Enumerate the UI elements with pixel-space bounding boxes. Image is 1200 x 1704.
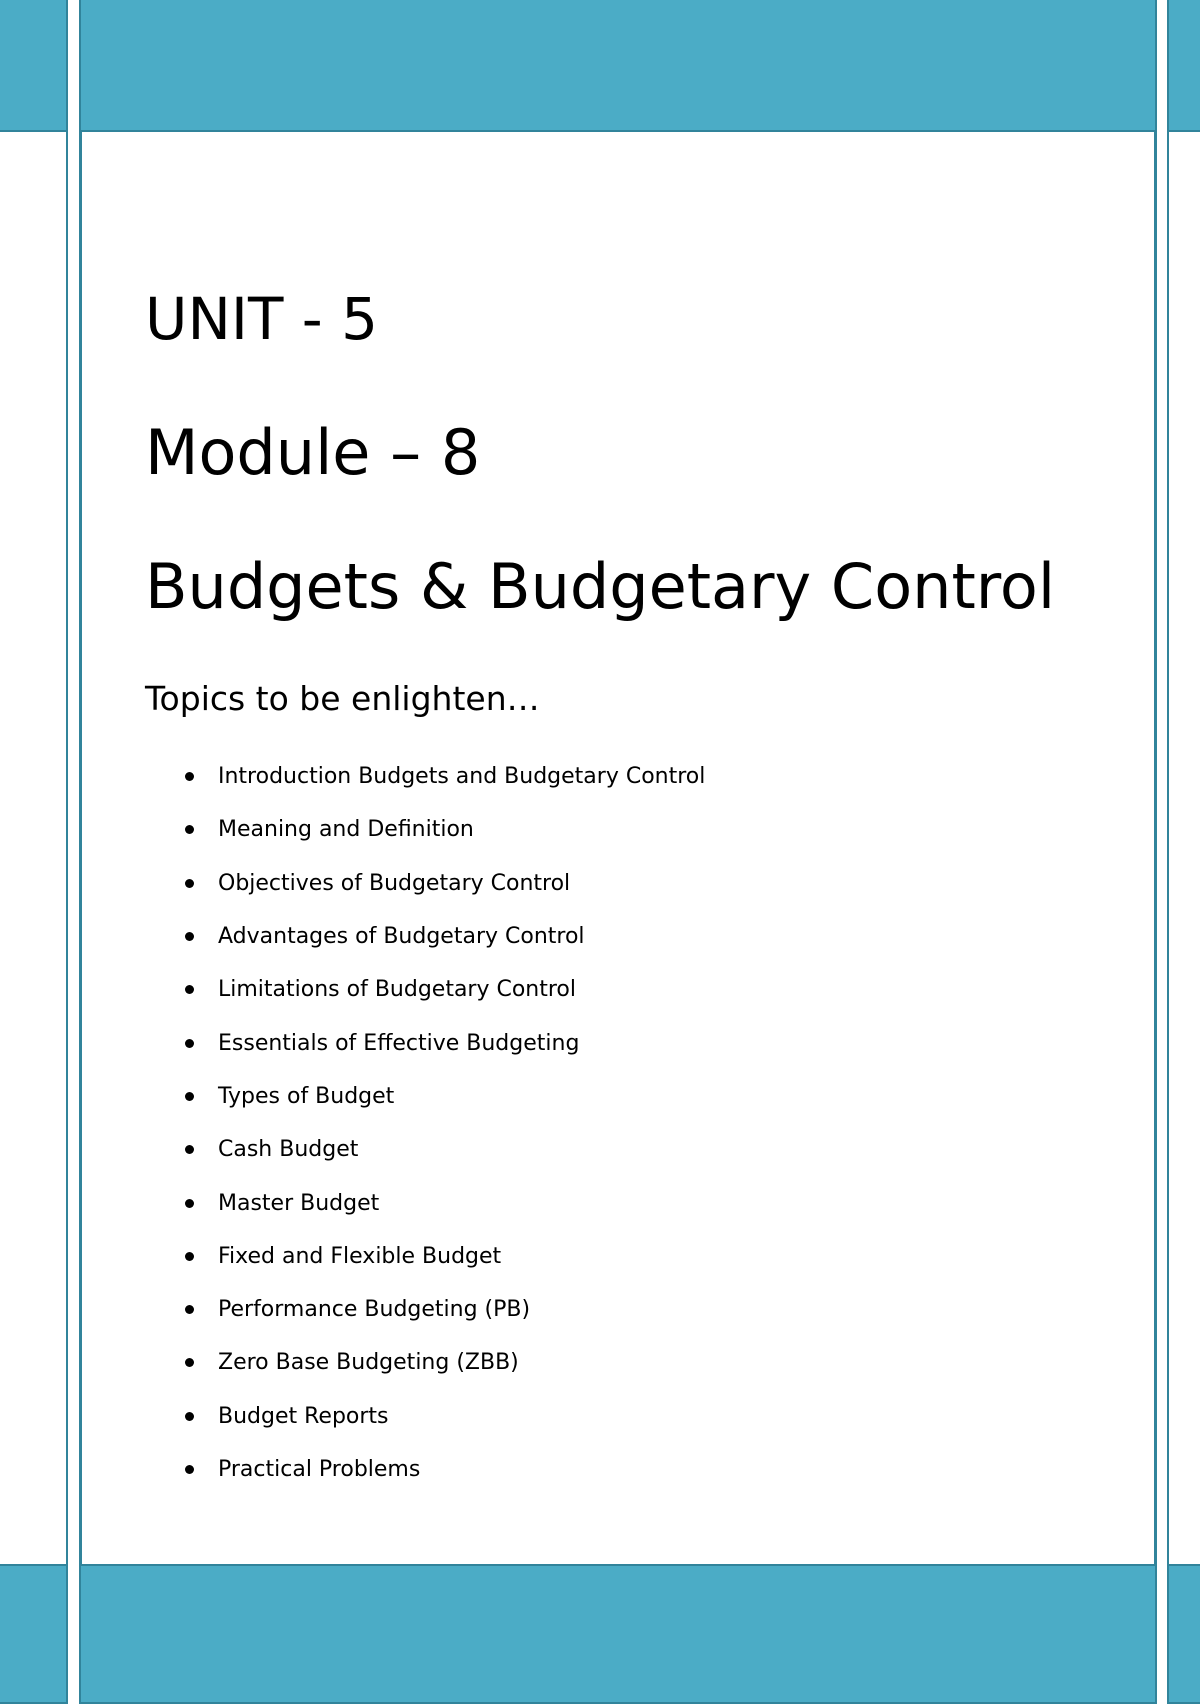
bullet-icon: [185, 825, 194, 834]
left-page-top-band: [0, 0, 68, 132]
bullet-icon: [185, 1145, 194, 1154]
list-item: [185, 1016, 705, 1069]
page-right-border: [1154, 0, 1157, 1696]
bullet-icon: [185, 1252, 194, 1261]
topic-label: Budget Reports: [218, 1403, 389, 1429]
header-band: [79, 0, 1157, 132]
right-page-edge: [1167, 0, 1169, 1696]
topic-label: Essentials of Effective Budgeting: [218, 1030, 580, 1056]
page-title: Budgets & Budgetary Control: [145, 550, 1056, 623]
list-item: [185, 963, 705, 1016]
unit-title: UNIT - 5: [145, 285, 379, 353]
topic-label: Advantages of Budgetary Control: [218, 924, 585, 950]
list-item: [185, 750, 705, 803]
right-page-top-band: [1167, 0, 1200, 132]
topic-label: Master Budget: [218, 1190, 380, 1216]
bullet-icon: [185, 1465, 194, 1474]
bullet-icon: [185, 1199, 194, 1208]
topic-label: Meaning and Definition: [218, 817, 474, 843]
bullet-icon: [185, 932, 194, 941]
list-item: [185, 1123, 705, 1176]
list-item: [185, 1336, 705, 1389]
list-item: [185, 1443, 705, 1496]
list-item: [185, 857, 705, 910]
bullet-icon: [185, 1305, 194, 1314]
list-item: [185, 1230, 705, 1283]
bullet-icon: [185, 985, 194, 994]
topics-list: [185, 750, 705, 1496]
topics-heading: Topics to be enlighten…: [145, 679, 540, 718]
left-page-bottom-band: [0, 1564, 68, 1704]
topic-label: Performance Budgeting (PB): [218, 1297, 531, 1323]
topic-label: Introduction Budgets and Budgetary Control: [218, 764, 706, 790]
bullet-icon: [185, 1412, 194, 1421]
bullet-icon: [185, 1358, 194, 1367]
bullet-icon: [185, 1039, 194, 1048]
list-item: [185, 1283, 705, 1336]
list-item: [185, 910, 705, 963]
topic-label: Limitations of Budgetary Control: [218, 977, 577, 1003]
topic-label: Cash Budget: [218, 1137, 359, 1163]
topic-label: Fixed and Flexible Budget: [218, 1243, 502, 1269]
topic-label: Types of Budget: [218, 1083, 395, 1109]
list-item: [185, 803, 705, 856]
bullet-icon: [185, 1092, 194, 1101]
list-item: [185, 1390, 705, 1443]
right-page-bottom-band: [1167, 1564, 1200, 1704]
bullet-icon: [185, 879, 194, 888]
list-item: [185, 1070, 705, 1123]
module-title: Module – 8: [145, 416, 481, 489]
topic-label: Zero Base Budgeting (ZBB): [218, 1350, 519, 1376]
topic-label: Objectives of Budgetary Control: [218, 870, 571, 896]
list-item: [185, 1176, 705, 1229]
page-left-border: [79, 0, 82, 1696]
bullet-icon: [185, 772, 194, 781]
left-page-edge: [66, 0, 68, 1696]
footer-band: [79, 1564, 1157, 1704]
topic-label: Practical Problems: [218, 1457, 421, 1482]
